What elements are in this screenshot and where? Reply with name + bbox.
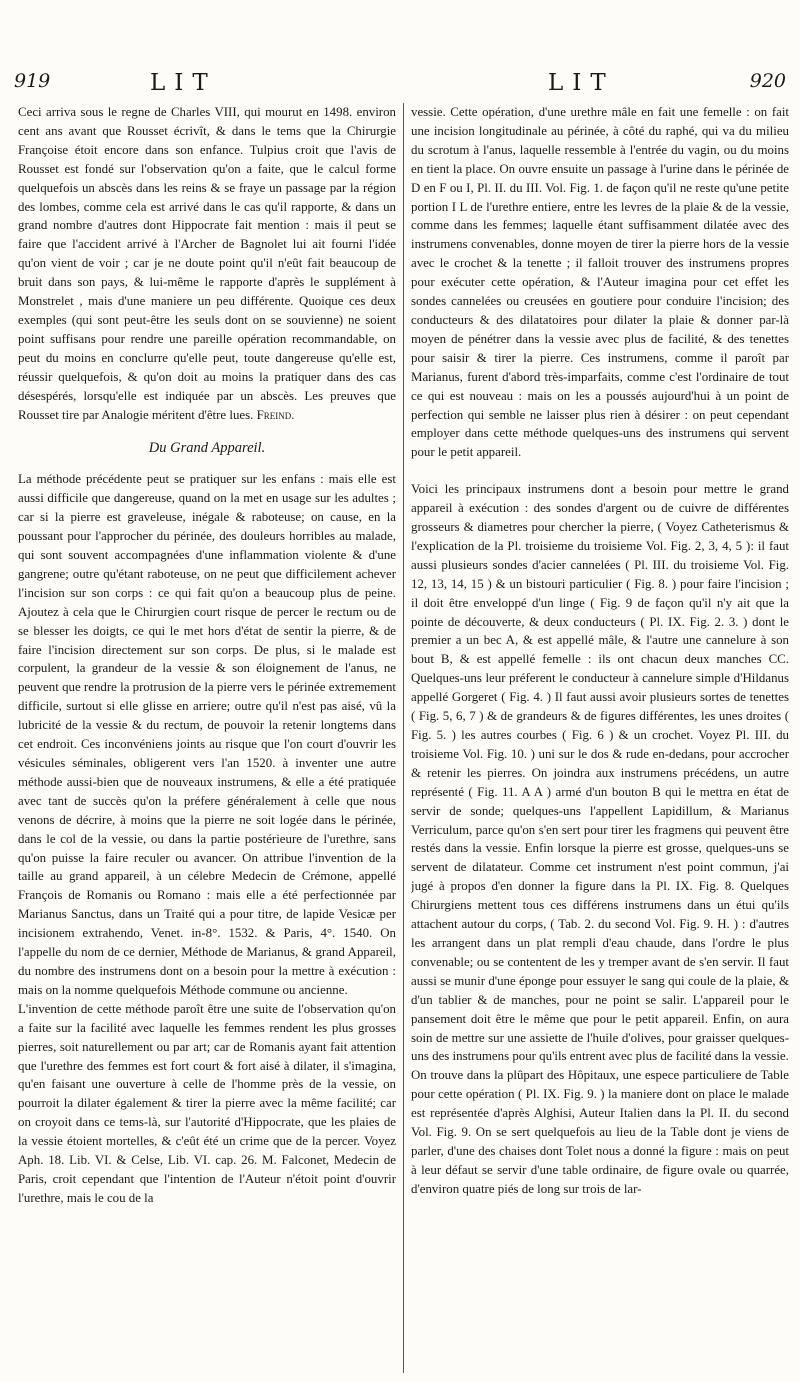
- paragraph-gap: [411, 462, 789, 480]
- column-divider: [403, 103, 404, 1373]
- left-column: [18, 103, 396, 1373]
- running-head-right: LIT: [548, 70, 615, 96]
- paragraph: Voici les principaux instrumens dont a besoin pour mettre le grand appareil à exécution : des sondes d'argent ou de cuivre de différentes grosseurs & diametres pour chercher la pierre, ( Voyez Catheterismus & l'explication de la Pl. troisieme du troisieme Vol. Fig. 2, 3, 4, 5 ): il faut aussi plusieurs sondes d'acier cannelées ( Pl. III. du troisieme Vol. Fig. 12, 13, 14, 15 ) & un bistouri particulier ( Fig. 8. ) pour faire l'incision ; il doit être enveloppé d'un linge ( Fig. 9 de façon qu'il n'y ait que la pointe de découverte, & deux conducteurs ( Pl. IX. Fig. 2. 3. ) dont le premier a un bec A, & est appellé mâle, & l'autre une cannelure à son bout B, & est appellé femelle : ils ont chacun deux manches CC. Quelques-uns leur préferent le conducteur à cannelure simple d'Hildanus appellé Gorgeret ( Fig. 4. ) Il faut aussi avoir plusieurs sortes de tenettes ( Fig. 5, 6, 7 ) & de grandeurs & de figures différentes, les unes droites ( Fig. 5. ) les autres courbes ( Fig. 6 ) & un crochet. Voyez Pl. III. du troisieme Vol. Fig. 10. ) uni sur le dos & rude en-dedans, pour accrocher & retenir les pierres. On joindra aux instrumens précédens, un autre représenté ( Fig. 11. A A ) armé d'un bouton B qui le mettra en état de servir de sonde; quelques-uns l'appellent Lapidillum, & Marianus Verriculum, parce qu'on s'en sert pour tirer les fragmens qui peuvent être restés dans la vessie. Enfin lorsque la pierre est grosse, quelques-uns se servent de dilatateur. Comme cet instrument n'est point commun, j'ai jugé à propos d'en donner la figure dans la Pl. IX. Fig. 8. Quelques Chirurgiens mettent tous ces différens instrumens dans un étui qu'ils attachent autour du corps, ( Tab. 2. du second Vol. Fig. 9. H. ) : d'autres les arrangent dans un plat rempli d'eau chaude, dans l'ordre le plus convenable; ou se contentent de les y tremper avant de s'en servir. Il faut aussi se munir d'une éponge pour essuyer le sang qui coule de la plaie, & d'un tablier & de manches, pour ne point se salir. L'appareil pour le pansement doit être le même que pour le petit appareil. Enfin, on aura soin de mettre sur une assiette de l'huile d'olives, pour graisser quelques-uns des instrumens pour qu'ils entrent avec plus de facilité dans la vessie.: [411, 482, 789, 1064]
- page-header: [0, 70, 800, 100]
- paragraph-text: Ceci arriva sous le regne de Charles VIII, qui mourut en 1498. environ cent ans avant que Rousset écrivît, & dans le tems que la Chirurgie Françoise étoit encore dans son enfance. Tulpius croit que l'avis de Rousset est fondé sur l'observation qu'on a faite, que le calcul forme quelquefois un abscès dans les reins & se fraye un passage par la région des lombes, comme cela est arrivé dans le cas qu'il rapporte, & dans un grand nombre d'autres dont Hippocrate fait mention : mais il peut se faire que l'accident arrivé à l'Archer de Bagnolet lui ait fourni l'idée qu'on vient de voir ; car je ne doute point qu'il n'eût fait beaucoup de bruit dans son pays, & lui-même le rapporte d'après le supplément à Monstrelet , mais d'une maniere un peu différente. Quoique ces deux exemples (qui sont peut-être les seuls dont on se souvienne) ne soient point suffisans pour rendre une pareille opération recommandable, on peut du moins en conclurre qu'elle peut, toute dangereuse qu'elle est, réussir quelquefois, & qu'on doit au moins la pratiquer dans des cas désespérés, lorsqu'elle est indiquée par un abscès. Les preuves que Rousset tire par Analogie méritent d'être lues.: [18, 105, 396, 422]
- paragraph: La méthode précédente peut se pratiquer sur les enfans : mais elle est aussi difficile que dangereuse, quand on la met en usage sur les adultes ; car si la pierre est graveleuse, inégale & raboteuse; on cause, en la poussant pour l'approcher du périnée, des douleurs horribles au malade, qui sont souvent accompagnées d'une inflammation violente & d'une gangrene; outre qu'étant raboteuse, on ne peut que difficilement achever l'incision sur son corps : ce qui fait qu'on a beaucoup plus de peine. Ajoutez à cela que le Chirurgien court risque de percer le rectum ou de se blesser les doigts, ce qui le met hors d'état de sentir la pierre, & de faire l'incision directement sur son corps. De plus, si le malade est corpulent, la grandeur de la vessie & son éloignement de l'anus, ne peuvent que rendre la protrusion de la pierre vers le périnée extremement difficile, surtout si elle glisse en arriere; outre qu'il n'est pas aisé, vû la lubricité de la vessie & du rectum, de pouvoir la retenir longtems dans cet endroit. Ces inconvéniens joints au risque que l'on court d'ouvrir les vésicules séminales, obligerent vers l'an 1520. à inventer une autre méthode aussi-bien que de nouveaux instrumens, & elle a été pratiquée avec tant de succès qu'on la préfere généralement à celle que nous venons de décrire, à moins que la pierre ne soit logée dans le périnée, dans le col de la vessie, ou dans la partie postérieure de l'urethre, sans qu'on puisse la faire reculer ou avancer. On attribue l'invention de la taille au grand appareil, à un célebre Medecin de Crémone, appellé François de Romanis ou Romano : mais elle a été perfectionnée par Marianus Sanctus, dans un Traité qui a pour titre, de lapide Vesicæ per incisionem extrahendo, Venet. in-8°. 1532. & Paris, 4°. 1540. On l'appelle du nom de ce dernier, Méthode de Marianus, & grand Appareil, du nombre des instrumens dont on a besoin pour la mettre à exécution : mais on la nomme quelquefois Méthode commune ou ancienne.: [18, 472, 396, 997]
- paragraph: On trouve dans la plûpart des Hôpitaux, une espece particuliere de Table pour cette opération ( Pl. IX. Fig. 9. ) la maniere dont on place le malade est représentée d'après Alghisi, Auteur Italien dans la Pl. II. du second Vol. Fig. 9. On se sert quelquefois au lieu de la Table dont je viens de parler, d'une des chaises dont Tolet nous a donné la figure : mais on peut à leur défaut se servir d'une table ordinaire, de figure ovale ou quarrée, d'environ quatre piés de long sur trois de lar-: [411, 1068, 789, 1196]
- page-number-left: 919: [14, 70, 51, 92]
- author-credit: Freind.: [256, 407, 295, 422]
- running-head-left: LIT: [150, 70, 217, 96]
- right-column: [411, 103, 789, 1373]
- paragraph: [18, 103, 396, 424]
- section-heading: Du Grand Appareil.: [148, 440, 266, 457]
- paragraph: L'invention de cette méthode paroît être une suite de l'observation qu'on a faite sur la facilité avec laquelle les femmes rendent les plus grosses pierres, soit naturellement ou par art; car de Romanis ayant fait attention que l'urethre des femmes est fort court & fort aisé à dilater, il s'imagina, qu'en faisant une ouverture à celle de l'homme près de la vessie, on pourroit la dilater également & tirer la pierre avec la même facilité; car on croyoit dans ce tems-là, sur l'autorité d'Hippocrate, que les plaies de la vessie étoient mortelles, & c'eût été un crime que de la percer. Voyez Aph. 18. Lib. VI. & Celse, Lib. VI. cap. 26. M. Falconet, Medecin de Paris, croit cependant que l'intention de l'Auteur n'étoit point d'ouvrir l'urethre, mais le cou de la: [18, 1001, 396, 1205]
- page-number-right: 920: [749, 70, 786, 92]
- paragraph: vessie. Cette opération, d'une urethre mâle en fait une femelle : on fait une incision longitudinale au périnée, à côté du raphé, qui va du milieu du scrotum à l'anus, laquelle ressemble à l'entrée du vagin, ou du moins en tient la place. On ouvre ensuite un passage à l'urine dans le périnée de D en F ou I, Pl. II. du III. Vol. Fig. 1. de façon qu'il ne reste qu'une petite portion I L de l'urethre entiere, entre les levres de la plaie & de la vessie, comme dans les femmes; laquelle étant suffisamment dilatée avec des instrumens convenables, donne moyen de tirer la pierre hors de la vessie avec le crochet & la tenette ; il falloit trouver des instrumens propres pour exécuter cette opération, & l'Auteur imagina pour cet effet les sondes cannelées ou creusées en goutiere pour conduire l'incision; des conducteurs & des dilatatoires pour dilater la plaie & donner par-là moyen de pénétrer dans la vessie avec plus de facilité, & des tenettes pour saisir & tirer la pierre. Ces instrumens, comme il paroît par Marianus, furent d'abord très-imparfaits, comme c'est l'ordinaire de tout ce qui est nouveau : mais on les a poussés aujourd'hui à un point de perfection qui semble ne laisser plus rien à désirer : on peut cependant employer dans cette méthode quelques-uns des instrumens qui servent pour le petit appareil.: [411, 105, 789, 460]
